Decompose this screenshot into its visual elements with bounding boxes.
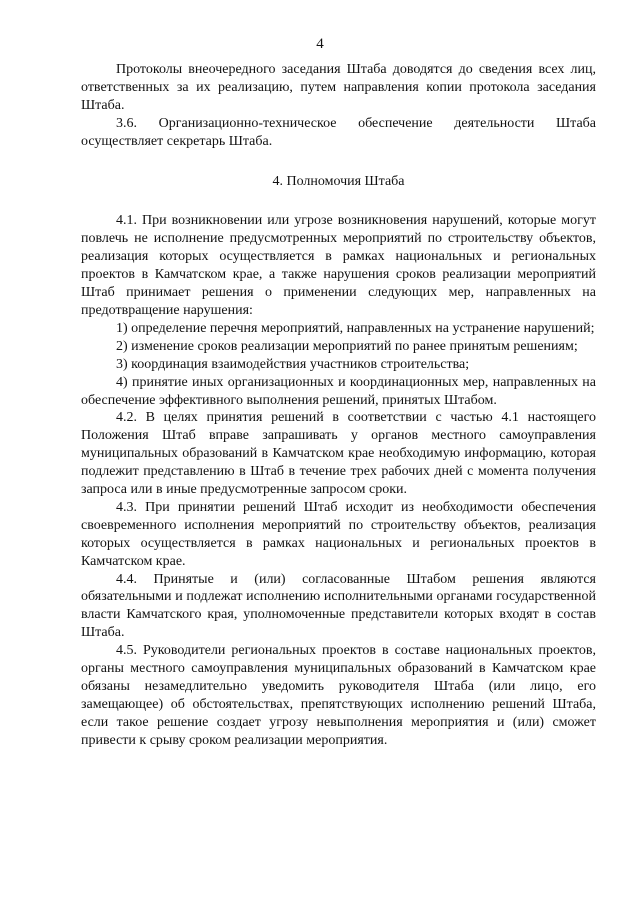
page-number: 4 <box>316 36 324 52</box>
document-body <box>81 61 596 750</box>
paragraph-4-1: 4.1. При возникновении или угрозе возникновения нарушений, которые могут повлечь не исполнение предусмотренных мероприятий по строительству объектов, реализация которых осуществляется в рамках национальных и региональных проектов в Камчатском крае, а также нарушения сроков реализации мероприятий Штаб принимает решения о применении следующих мер, направленных на предотвращение нарушения: <box>81 213 596 318</box>
paragraph-protocols: Протоколы внеочередного заседания Штаба доводятся до сведения всех лиц, ответственных за их реализацию, путем направления копии протокола заседания Штаба. <box>81 62 596 113</box>
list-item-1: 1) определение перечня мероприятий, направленных на устранение нарушений; <box>116 320 595 336</box>
section-heading: 4. Полномочия Штаба <box>272 173 405 189</box>
paragraph-4-3: 4.3. При принятии решений Штаб исходит из необходимости обеспечения своевременного исполнения мероприятий по строительству объектов, реализация которых осуществляется в рамках национальных и региональных проектов в Камчатском крае. <box>81 499 596 569</box>
list-item-3: 3) координация взаимодействия участников строительства; <box>116 356 470 372</box>
paragraph-4-2: 4.2. В целях принятия решений в соответствии с частью 4.1 настоящего Положения Штаб вправе запрашивать у органов местного самоуправления муниципальных образований в Камчатском крае необходимую информацию, которая подлежит представлению в Штаб в течение трех рабочих дней с момента получения запроса или в иные предусмотренные запросом сроки. <box>81 410 596 498</box>
paragraph-4-5: 4.5. Руководители региональных проектов в составе национальных проектов, органы местного самоуправления муниципальных образований в Камчатском крае обязаны незамедлительно уведомить руководителя Штаба (или лицо, его замещающее) об обстоятельствах, препятствующих исполнению решений Штаба, если такое решение создает угрозу невыполнения мероприятия и (или) сможет привести к срыву сроком реализации мероприятия. <box>81 643 596 748</box>
paragraph-4-4: 4.4. Принятые и (или) согласованные Штабом решения являются обязательными и подлежат исполнению исполнительными органами государственной власти Камчатского края, уполномоченные представители которых входят в состав Штаба. <box>81 571 596 641</box>
list-item-4: 4) принятие иных организационных и координационных мер, направленных на обеспечение эффективного выполнения решений, принятых Штабом. <box>81 374 596 408</box>
list-item-2: 2) изменение сроков реализации мероприятий по ранее принятым решениям; <box>116 338 578 354</box>
paragraph-3-6: 3.6. Организационно-техническое обеспечение деятельности Штаба осуществляет секретарь Штаба. <box>81 115 596 149</box>
